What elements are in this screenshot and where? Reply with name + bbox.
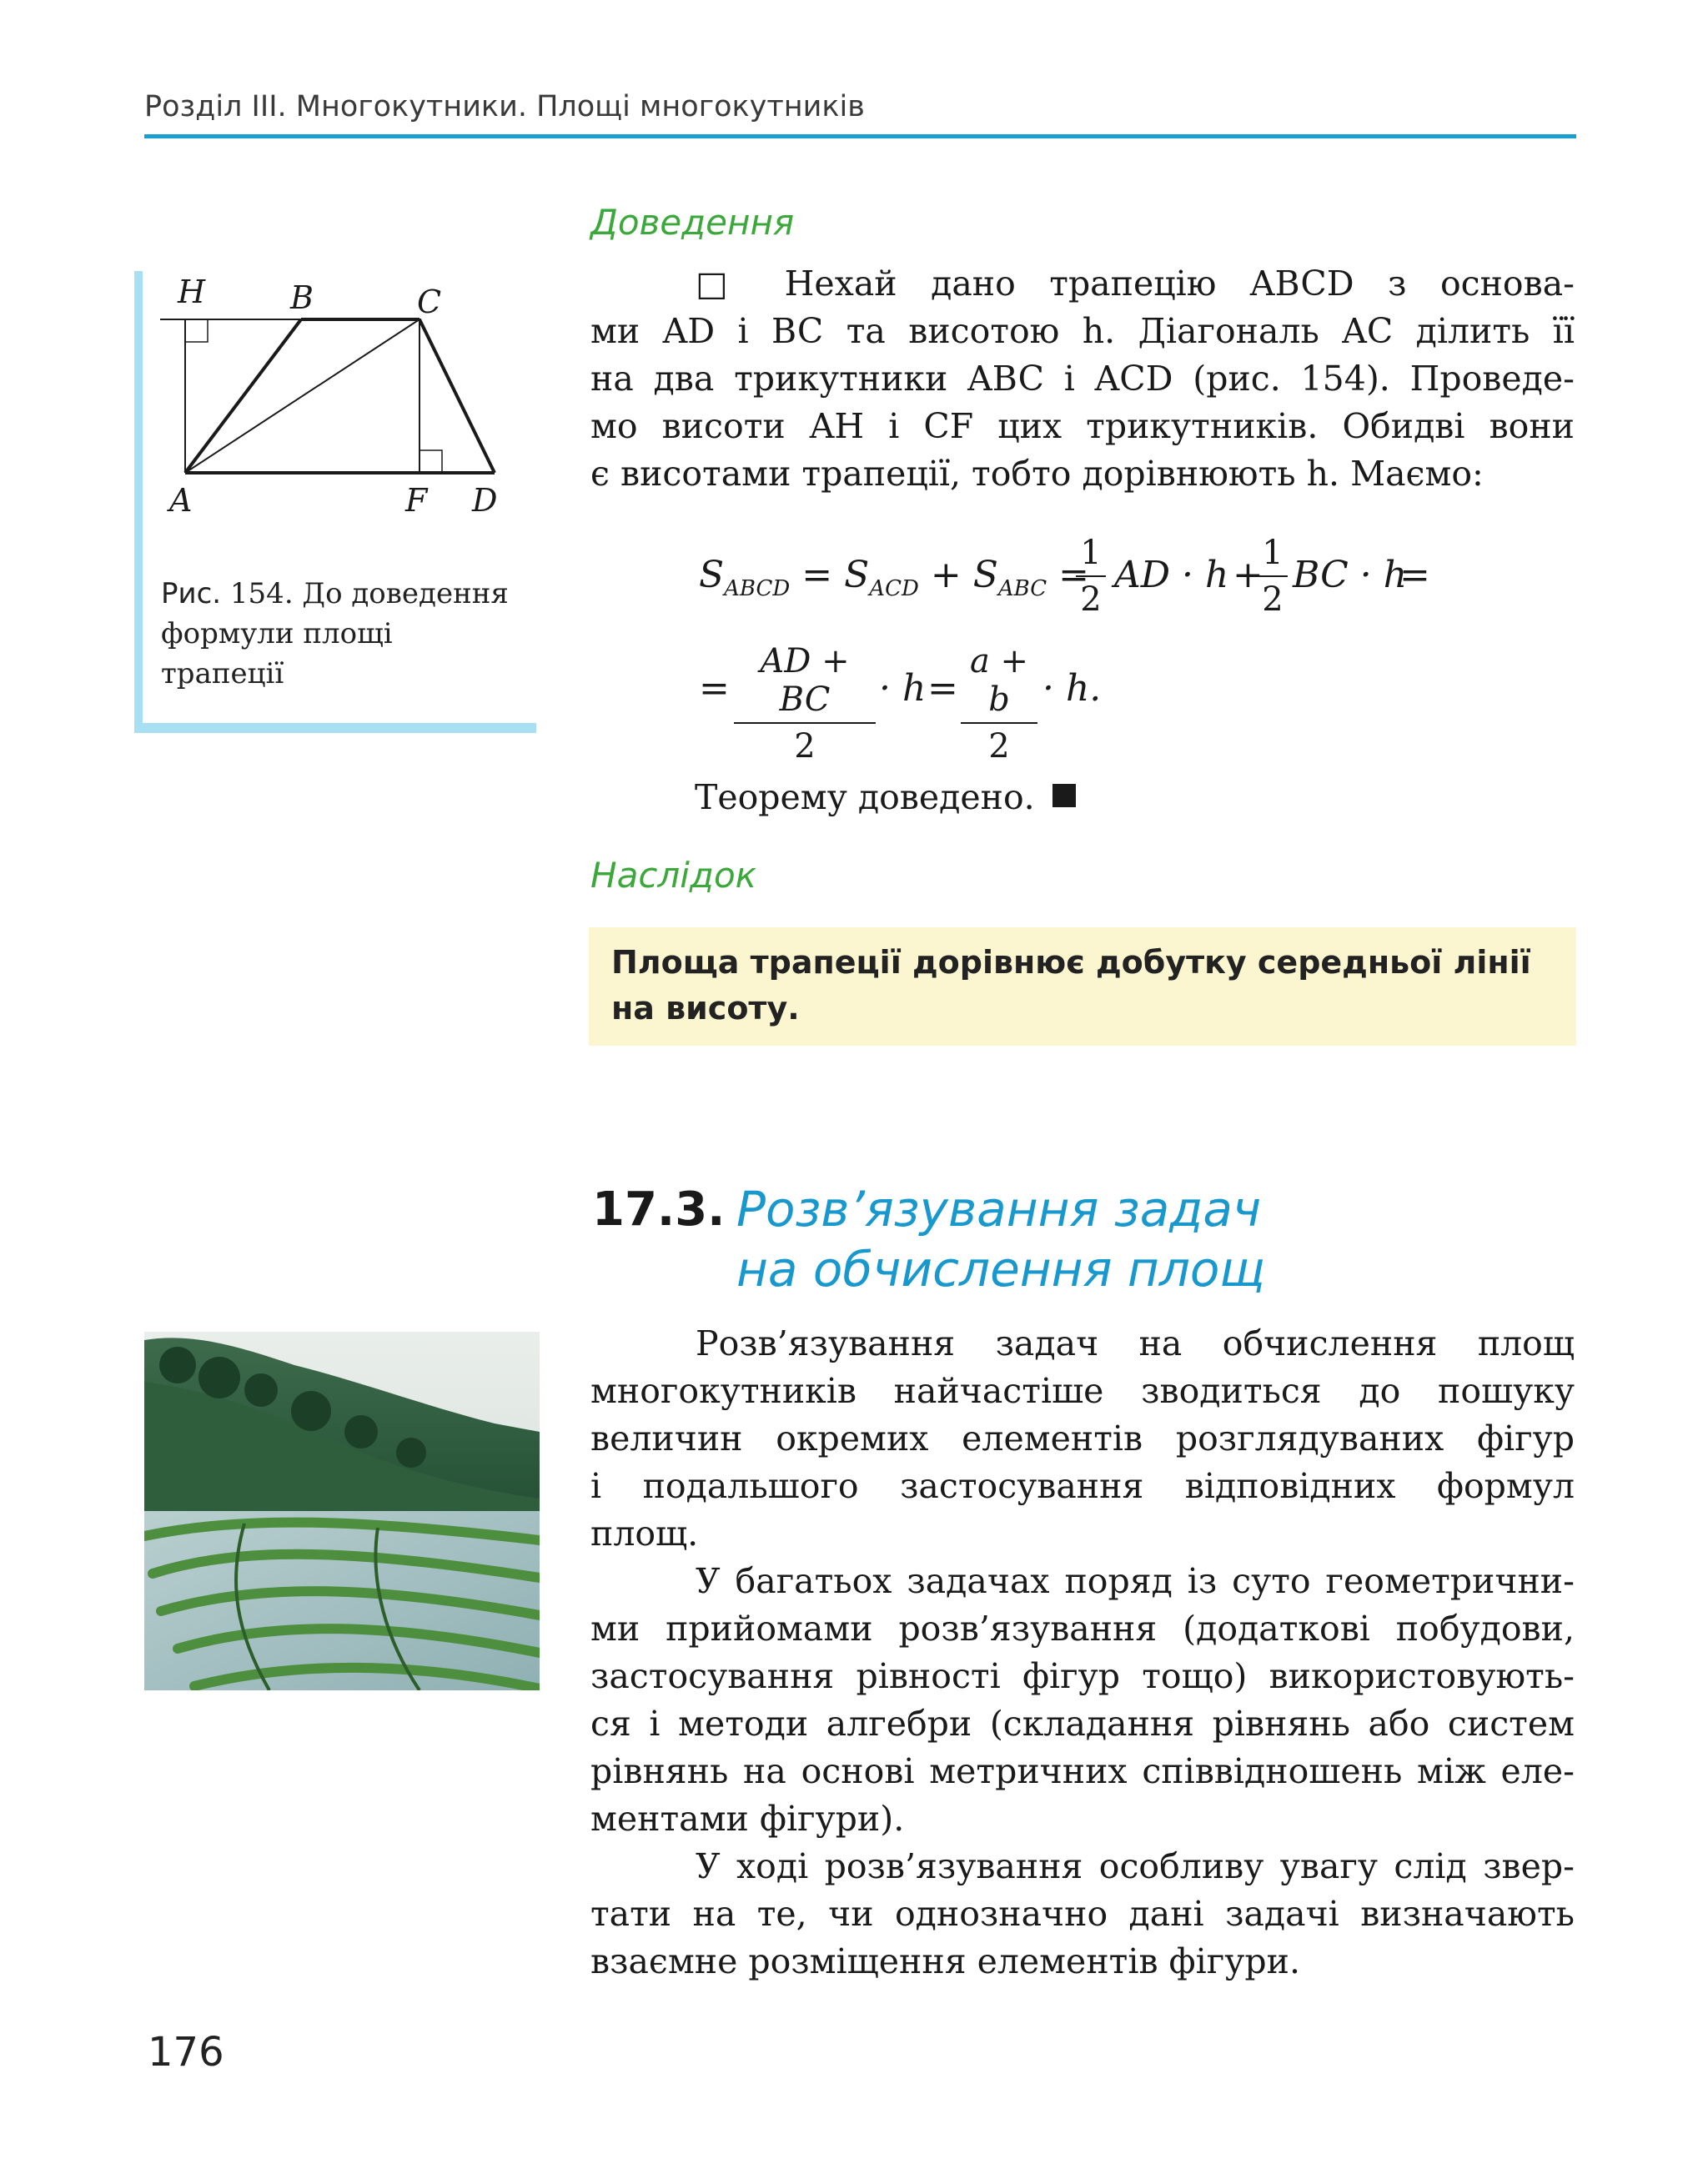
caption-line: трапеції <box>161 657 284 690</box>
text-line: ментами фігури). <box>590 1799 905 1839</box>
proof-heading: Доведення <box>590 202 795 243</box>
f-num: AD + BC <box>760 642 850 719</box>
formula-line-1 <box>699 554 1089 601</box>
f-term: · h <box>879 667 927 710</box>
f-sub: ACD <box>869 575 919 601</box>
f-plus: + <box>930 554 962 596</box>
fraction-sum <box>734 642 876 766</box>
label-c: C <box>417 284 442 320</box>
f-eq: = <box>1399 554 1430 596</box>
text-line: на два трикутники ABC і ACD (рис. 154). Проведе- <box>590 359 1575 399</box>
text-line: на висоту. <box>611 990 800 1027</box>
f-eq: = <box>927 667 958 710</box>
paragraph-1 <box>590 1320 1575 1558</box>
fraction-half <box>1076 534 1106 619</box>
text-line: площ. <box>590 1514 699 1554</box>
right-angle-h <box>185 319 208 342</box>
f-s: S <box>844 554 870 596</box>
f-s: S <box>699 554 725 596</box>
text-line: величин окремих елементів розглядуваних фігур <box>590 1418 1575 1459</box>
f-sub: ABCD <box>724 575 791 601</box>
text-line: ми AD і BC та висотою h. Діагональ AC ділить її <box>590 311 1575 351</box>
trapezoid-figure <box>150 275 517 525</box>
right-angle-f <box>419 450 442 473</box>
f-term: BC · h <box>1293 554 1408 596</box>
caption-line: 154. До доведення <box>229 577 509 610</box>
fraction-ab <box>961 642 1037 766</box>
paragraph-2 <box>590 1558 1575 1843</box>
text-line: ми прийомами розв’язування (додаткові побудови, <box>590 1609 1575 1649</box>
text-line: многокутників найчастіше зводиться до пошуку <box>590 1371 1575 1411</box>
qed-square-icon <box>1052 784 1076 807</box>
rice-terrace-photo <box>144 1332 540 1690</box>
title-line: на обчислення площ <box>736 1241 1266 1298</box>
text-line: тати на те, чи однозначно дані задачі визначають <box>590 1894 1575 1934</box>
text-line: і подальшого застосування відповідних формул <box>590 1466 1575 1506</box>
f-eq: = <box>699 667 730 710</box>
f-den: 2 <box>794 727 816 766</box>
f-num: a + b <box>969 642 1029 719</box>
f-den: 2 <box>988 727 1010 766</box>
page-number: 176 <box>148 2029 224 2076</box>
label-a: A <box>169 482 193 519</box>
f-den: 2 <box>1262 580 1284 619</box>
text-line: □ Нехай дано трапецію ABCD з основа- <box>696 264 1575 304</box>
header-rule <box>144 134 1576 138</box>
paragraph-3 <box>590 1843 1575 1986</box>
fraction-half <box>1258 534 1288 619</box>
f-den: 2 <box>1080 580 1102 619</box>
proof-conclusion: Теорему доведено. <box>695 777 1035 817</box>
label-f: F <box>405 482 428 519</box>
label-h: H <box>178 274 206 310</box>
f-num: 1 <box>1262 534 1284 572</box>
f-s: S <box>972 554 998 596</box>
proof-text <box>590 260 1575 498</box>
text-line: У ході розв’язування особливу увагу слід звер- <box>696 1846 1575 1886</box>
text-line: застосування рівності фігур тощо) використовують- <box>590 1656 1575 1696</box>
text-line: рівнянь на основі метричних співвідношень між еле- <box>590 1751 1575 1791</box>
text-line: Розв’язування задач на обчислення площ <box>696 1323 1575 1363</box>
label-d: D <box>472 482 498 519</box>
text-line: взаємне розміщення елементів фігури. <box>590 1941 1300 1981</box>
f-plus: + <box>1233 554 1263 596</box>
f-num: 1 <box>1080 534 1102 572</box>
section-number: 17.3. <box>592 1182 726 1237</box>
caption-prefix: Рис. <box>161 577 222 610</box>
label-b: B <box>290 279 314 316</box>
text-line: мо висоти AH і CF цих трикутників. Обидві вони <box>590 406 1575 446</box>
f-term: AD · h <box>1114 554 1229 596</box>
corollary-heading: Наслідок <box>590 855 757 896</box>
text-line: ся і методи алгебри (складання рівнянь або систем <box>590 1704 1575 1744</box>
f-sub: ABC <box>997 575 1047 601</box>
text-line: є висотами трапеції, тобто дорівнюють h. Маємо: <box>590 454 1484 494</box>
title-line: Розв’язування задач <box>736 1181 1262 1238</box>
f-term: · h. <box>1042 667 1102 710</box>
text-line: Площа трапеції дорівнює добутку середньої лінії <box>611 944 1531 981</box>
text-line: У багатьох задачах поряд із суто геометрични- <box>696 1561 1575 1601</box>
f-eq: = <box>1058 554 1089 596</box>
section-title <box>736 1179 1265 1299</box>
corollary-text <box>611 940 1531 1032</box>
f-eq: = <box>801 554 833 596</box>
diagonal-ac <box>185 319 419 473</box>
running-header: Розділ III. Многокутники. Площі многокутників <box>144 90 865 123</box>
figure-caption <box>161 574 509 694</box>
caption-line: формули площі <box>161 617 393 650</box>
